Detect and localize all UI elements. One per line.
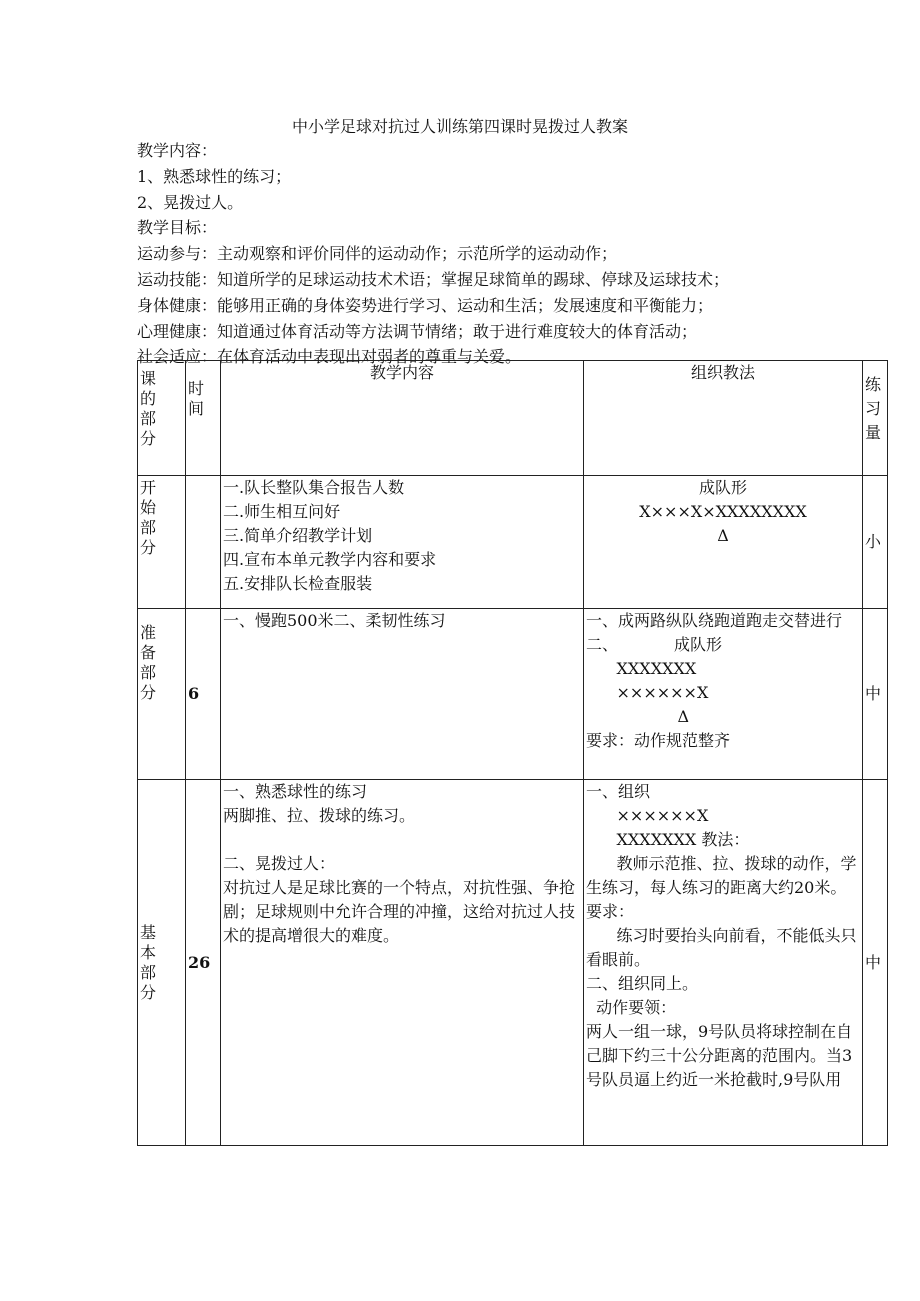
part-cell: 准备部分 xyxy=(138,609,186,780)
table-header-row xyxy=(138,361,888,476)
content-paragraph: 对抗过人是足球比赛的一个特点，对抗性强、争抢剧；足球规则中允许合理的冲撞，这给对抗过人技术的提高增很大的难度。 xyxy=(223,878,576,945)
method-line: ××××××X xyxy=(586,806,709,825)
header-amount: 练习量 xyxy=(863,361,888,476)
intro-line: 教学目标： xyxy=(137,218,218,238)
header-time: 时间 xyxy=(186,361,221,476)
amount-cell: 中 xyxy=(863,609,888,780)
intro-line: 2、晃拨过人。 xyxy=(137,192,244,212)
amount-cell: 小 xyxy=(863,476,888,609)
intro-line: 运动参与：主动观察和评价同伴的运动动作；示范所学的运动动作； xyxy=(137,244,618,264)
document-title: 中小学足球对抗过人训练第四课时晃拨过人教案 xyxy=(291,117,628,136)
method-paragraph: 练习时要抬头向前看，不能低头只看眼前。 xyxy=(586,926,857,969)
method-paragraph: 教师示范推、拉、拨球的动作，学生练习，每人练习的距离大约20米。 xyxy=(586,854,857,897)
content-cell xyxy=(221,780,584,1146)
intro-section xyxy=(137,138,857,370)
table-row-prep xyxy=(138,609,888,780)
intro-line: 运动技能：知道所学的足球运动技术术语；掌握足球简单的踢球、停球及运球技术； xyxy=(137,269,730,289)
method-cell xyxy=(584,609,863,780)
content-line: 两脚推、拉、拨球的练习。 xyxy=(223,806,416,825)
method-line: 一、组织 xyxy=(586,782,651,801)
content-line: 一.队长整队集合报告人数 xyxy=(223,478,405,497)
header-method: 组织教法 xyxy=(584,361,863,476)
content-spacer xyxy=(223,828,581,852)
method-line: 一、成两路纵队绕跑道跑走交替进行 xyxy=(586,611,843,630)
method-line: 成队形 xyxy=(698,478,747,497)
header-content: 教学内容 xyxy=(221,361,584,476)
content-line: 三.简单介绍教学计划 xyxy=(223,526,373,545)
method-line: X×××X×XXXXXXXX xyxy=(639,502,807,521)
content-line: 五.安排队长检查服装 xyxy=(223,574,373,593)
intro-line: 1、熟悉球性的练习； xyxy=(137,166,292,186)
header-part: 课的部分 xyxy=(138,361,186,476)
intro-line: 教学内容： xyxy=(137,141,218,160)
method-line: Δ xyxy=(717,526,729,545)
time-cell: 26 xyxy=(186,780,221,1146)
content-line: 二、晃拨过人： xyxy=(223,854,336,873)
content-line: 一、慢跑500米二、柔韧性练习 xyxy=(223,611,446,630)
method-cell xyxy=(584,780,863,1146)
content-cell xyxy=(221,609,584,780)
method-line: 二、组织同上。 xyxy=(586,974,699,993)
method-line: 要求：动作规范整齐 xyxy=(586,731,731,750)
intro-line: 社会适应：在体育活动中表现出对弱者的尊重与关爱。 xyxy=(137,347,522,367)
amount-cell: 中 xyxy=(863,780,888,1146)
method-line: 动作要领： xyxy=(586,998,677,1017)
lesson-plan-table xyxy=(137,360,888,1146)
intro-line: 心理健康：知道通过体育活动等方法调节情绪；敢于进行难度较大的体育活动； xyxy=(137,321,698,341)
content-line: 一、熟悉球性的练习 xyxy=(223,782,368,801)
time-cell xyxy=(186,476,221,609)
table-row-basic xyxy=(138,780,888,1146)
content-line: 四.宣布本单元教学内容和要求 xyxy=(223,550,437,569)
method-line: Δ xyxy=(586,707,690,726)
method-line: ××××××X xyxy=(586,683,709,702)
method-line: XXXXXXX xyxy=(586,659,697,678)
intro-line: 身体健康：能够用正确的身体姿势进行学习、运动和生活；发展速度和平衡能力； xyxy=(137,295,714,315)
table-row-start xyxy=(138,476,888,609)
part-cell: 开始部分 xyxy=(138,476,186,609)
time-cell: 6 xyxy=(186,609,221,780)
method-cell xyxy=(584,476,863,609)
content-cell xyxy=(221,476,584,609)
content-line: 二.师生相互问好 xyxy=(223,502,341,521)
part-cell: 基本部分 xyxy=(138,780,186,1146)
method-line: 二、 成队形 xyxy=(586,635,722,654)
method-paragraph: 两人一组一球，9号队员将球控制在自己脚下约三十公分距离的范围内。当3号队员逼上约近一米抢截时,9号队用 xyxy=(586,1022,853,1089)
method-line: 要求： xyxy=(586,902,635,921)
method-line: XXXXXXX 教法： xyxy=(586,830,750,849)
